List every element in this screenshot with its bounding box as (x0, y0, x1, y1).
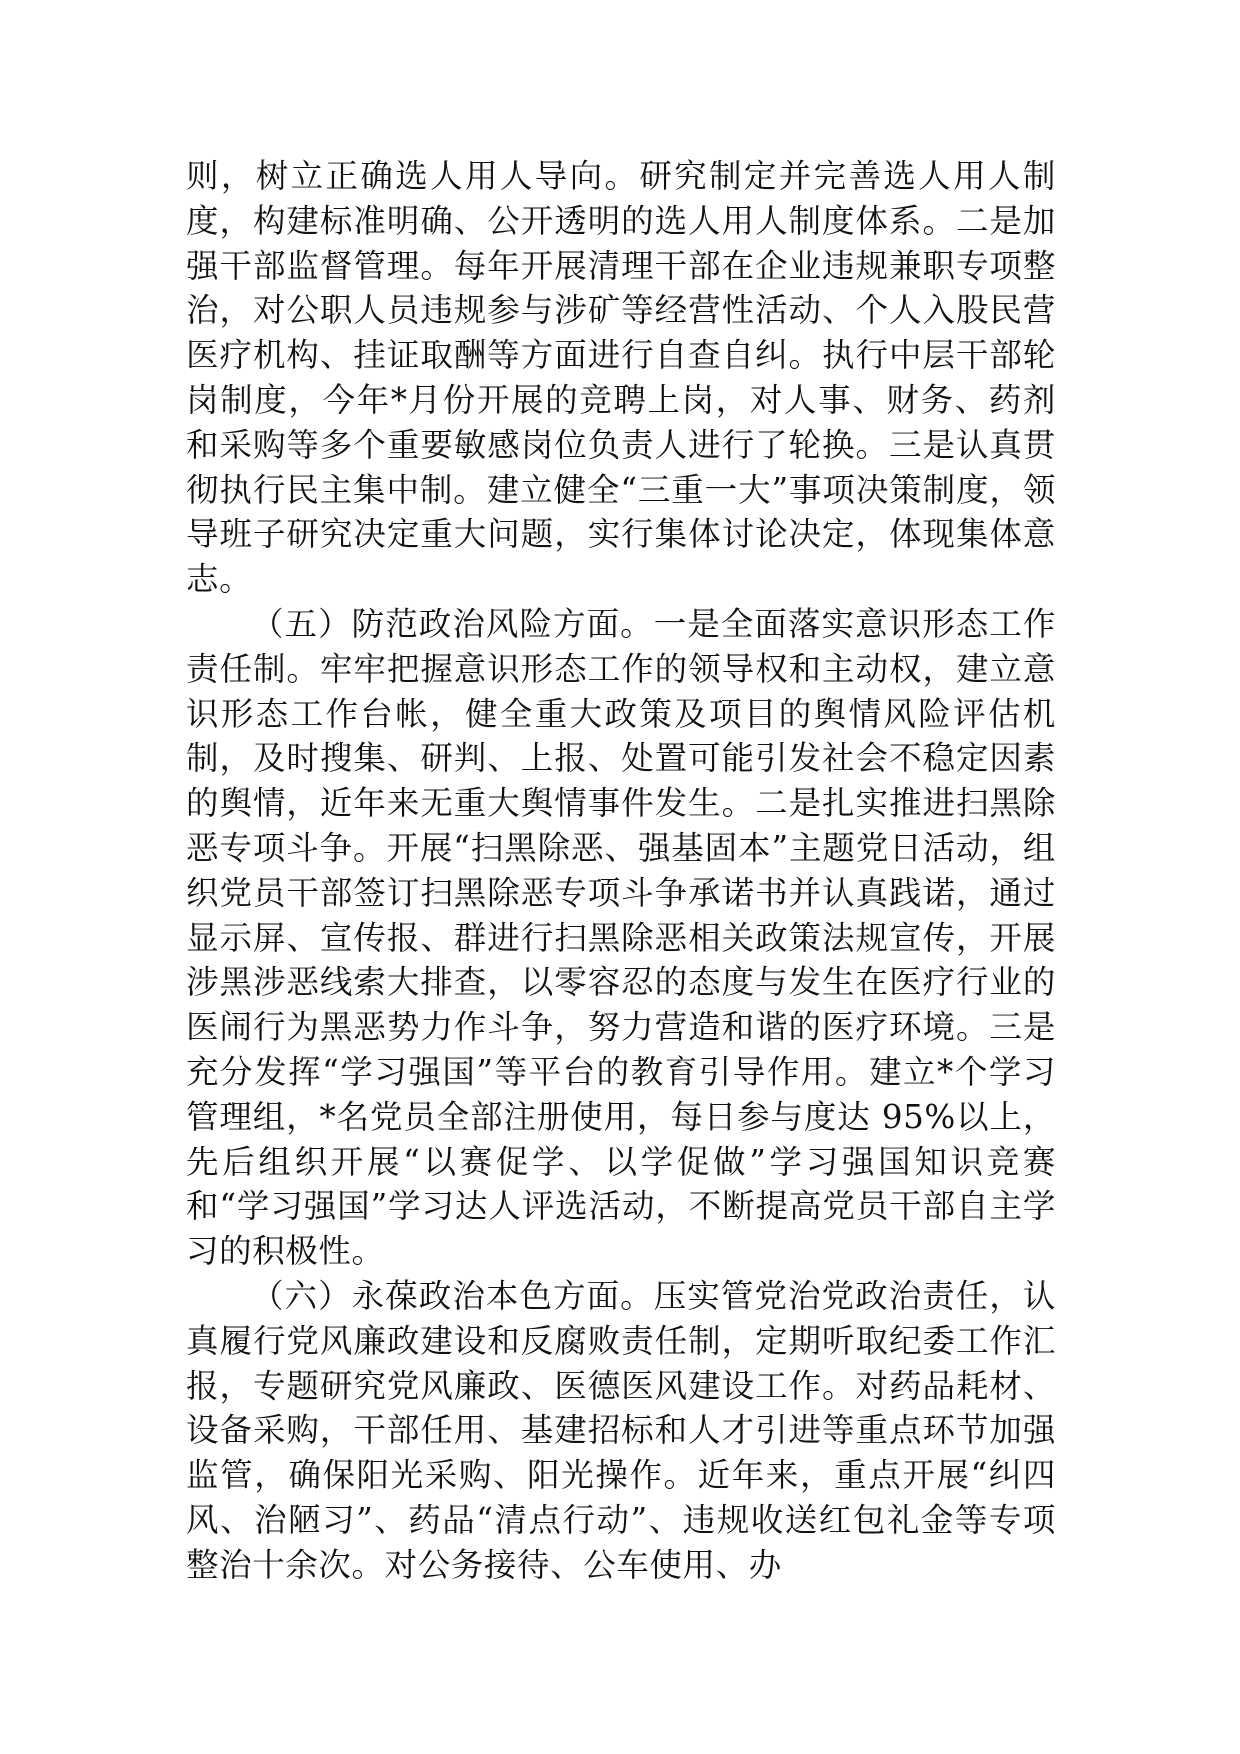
document-body (186, 154, 1056, 1588)
paragraph-section-five: （五）防范政治风险方面。一是全面落实意识形态工作责任制。牢牢把握意识形态工作的领导权和主动权，建立意识形态工作台帐，健全重大政策及项目的舆情风险评估机制，及时搜集、研判、上报、处置可能引发社会不稳定因素的舆情，近年来无重大舆情事件发生。二是扎实推进扫黑除恶专项斗争。开展“扫黑除恶、强基固本”主题党日活动，组织党员干部签订扫黑除恶专项斗争承诺书并认真践诺，通过显示屏、宣传报、群进行扫黑除恶相关政策法规宣传，开展涉黑涉恶线索大排查，以零容忍的态度与发生在医疗行业的医闹行为黑恶势力作斗争，努力营造和谐的医疗环境。三是充分发挥“学习强国”等平台的教育引导作用。建立*个学习管理组，*名党员全部注册使用，每日参与度达 95%以上，先后组织开展“以赛促学、以学促做”学习强国知识竞赛和“学习强国”学习达人评选活动，不断提高党员干部自主学习的积极性。 (186, 604, 1056, 1271)
paragraph-section-six: （六）永葆政治本色方面。压实管党治党政治责任，认真履行党风廉政建设和反腐败责任制，定期听取纪委工作汇报，专题研究党风廉政、医德医风建设工作。对药品耗材、设备采购，干部任用、基建招标和人才引进等重点环节加强监管，确保阳光采购、阳光操作。近年来，重点开展“纠四风、治陋习”、药品“清点行动”、违规收送红包礼金等专项整治十余次。对公务接待、公车使用、办 (186, 1276, 1056, 1584)
paragraph-continuation: 则，树立正确选人用人导向。研究制定并完善选人用人制度，构建标准明确、公开透明的选人用人制度体系。二是加强干部监督管理。每年开展清理干部在企业违规兼职专项整治，对公职人员违规参与涉矿等经营性活动、个人入股民营医疗机构、挂证取酬等方面进行自查自纠。执行中层干部轮岗制度，今年*月份开展的竞聘上岗，对人事、财务、药剂和采购等多个重要敏感岗位负责人进行了轮换。三是认真贯彻执行民主集中制。建立健全“三重一大”事项决策制度，领导班子研究决定重大问题，实行集体讨论决定，体现集体意志。 (186, 157, 1056, 599)
